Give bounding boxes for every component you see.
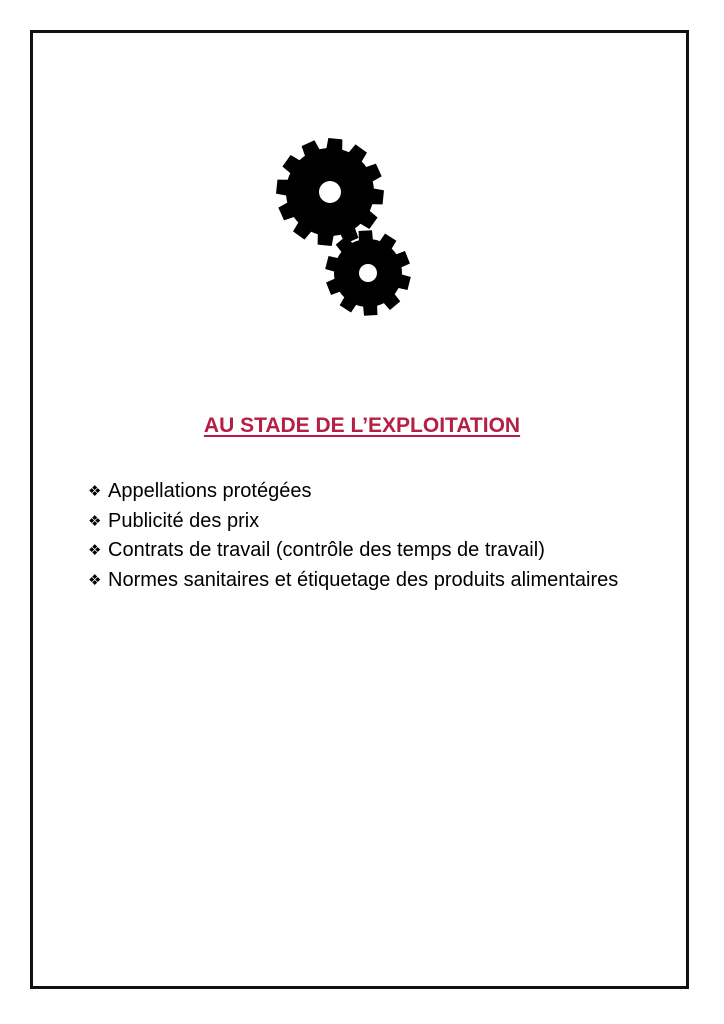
bullet-list: [88, 477, 638, 595]
list-item-text: Normes sanitaires et étiquetage des produits alimentaires: [108, 568, 619, 591]
list-item: [88, 477, 638, 507]
diamond-bullet-icon: ❖: [88, 511, 102, 530]
section-title: AU STADE DE L’EXPLOITATION: [203, 414, 521, 437]
diamond-bullet-icon: ❖: [88, 541, 102, 559]
list-item: [88, 507, 638, 537]
large-gear-icon: [276, 138, 384, 246]
list-item-text: Contrats de travail (contrôle des temps de travail): [108, 539, 545, 561]
gear-hole: [319, 181, 341, 203]
gears-icon: [270, 135, 420, 320]
small-gear-icon: [325, 230, 411, 316]
list-item-text: Appellations protégées: [108, 480, 312, 502]
gear-hole: [359, 264, 377, 282]
list-item: [88, 566, 638, 596]
list-item: [88, 536, 638, 566]
diamond-bullet-icon: ❖: [88, 570, 102, 589]
list-item-text: Publicité des prix: [108, 509, 260, 532]
diamond-bullet-icon: ❖: [88, 482, 102, 500]
